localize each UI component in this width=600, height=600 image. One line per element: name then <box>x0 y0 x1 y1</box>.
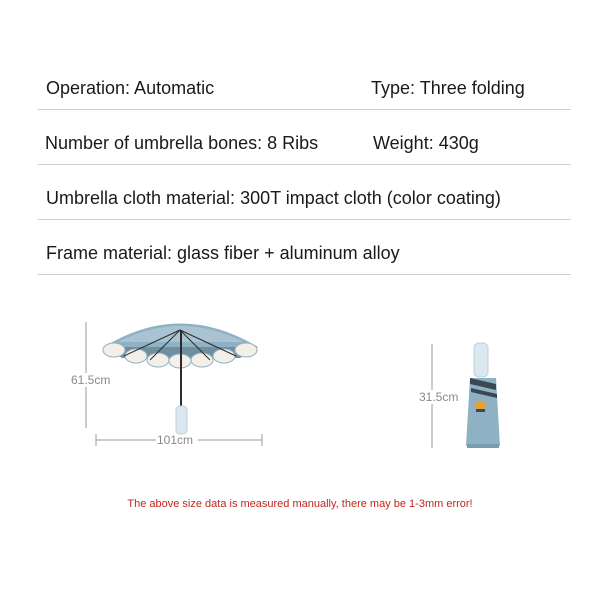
frame-spec: Frame material: glass fiber + aluminum alloy <box>46 243 400 263</box>
open-width-label: 101cm <box>157 433 194 447</box>
operation-spec: Operation: Automatic <box>46 78 215 98</box>
ribs-spec: Number of umbrella bones: 8 Ribs <box>45 133 319 153</box>
folded-umbrella-icon <box>466 343 500 448</box>
open-umbrella-icon <box>103 324 258 435</box>
cloth-spec: Umbrella cloth material: 300T impact cloth (color coating) <box>46 188 501 208</box>
open-height-label: 61.5cm <box>71 373 111 387</box>
measurement-note: The above size data is measured manually, there may be 1-3mm error! <box>127 498 473 510</box>
type-spec: Type: Three folding <box>371 78 525 98</box>
folded-length-label: 31.5cm <box>419 390 459 404</box>
weight-spec: Weight: 430g <box>373 133 479 153</box>
